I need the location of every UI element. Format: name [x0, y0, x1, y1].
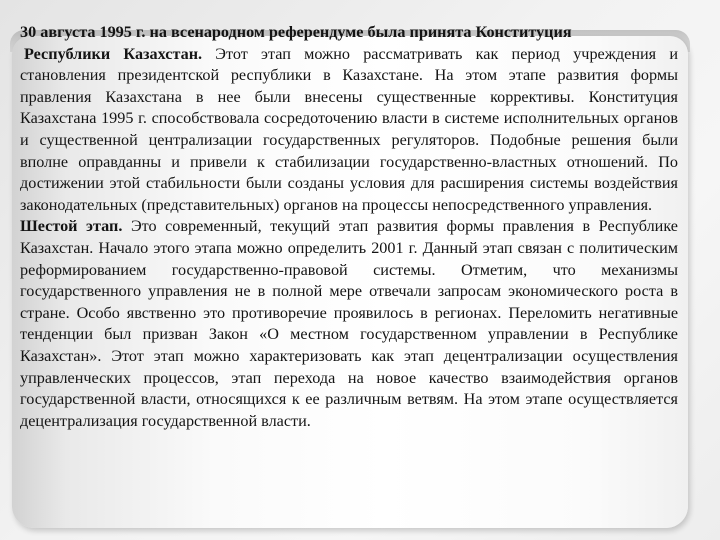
paragraph-1-lead: 30 августа 1995 г. на всенародном референдуме была принята Конституция: [20, 23, 572, 41]
paragraph-2: [20, 216, 678, 432]
document-text: [20, 22, 678, 432]
paragraph-2-lead: Шестой этап.: [20, 217, 123, 236]
paragraph-2-body: Это современный, текущий этап развития формы правления в Республике Казахстан. Начало этого этапа можно определить 2001 г. Данный этап связан с политическим реформированием государственно-правовой системы. Отметим, что механизмы государственного управления не в полной мере отвечали запросам экономического роста в стране. Особо явственно это противоречие проявилось в регионах. Переломить негативные тенденции был призван Закон «О местном государственном управлении в Республике Казахстан». Этот этап можно характеризовать как этап децентрализации осуществления управленческих процессов, этап перехода на новое качество взаимодействия органов государственной власти, относящихся к ее различным ветвям. На этом этапе осуществляется децентрализация государственной власти.: [20, 217, 678, 430]
paragraph-1-lead-cont: Республики Казахстан.: [24, 44, 203, 63]
paragraph-1-body: Этот этап можно рассматривать как период учреждения и становления президентской республики в Казахстане. На этом этапе развития формы правления Казахстана в нее были внесены существенные коррективы. Конституция Казахстана 1995 г. способствовала сосредоточению власти в системе исполнительных органов и существенной централизации государственных регуляторов. Подобные решения были вполне оправданны и привели к стабилизации государственно-властных отношений. По достижении этой стабильности были созданы условия для расширения системы воздействия законодательных (представительных) органов на процессы непосредственного управления.: [20, 44, 678, 214]
paragraph-1: [20, 22, 678, 216]
